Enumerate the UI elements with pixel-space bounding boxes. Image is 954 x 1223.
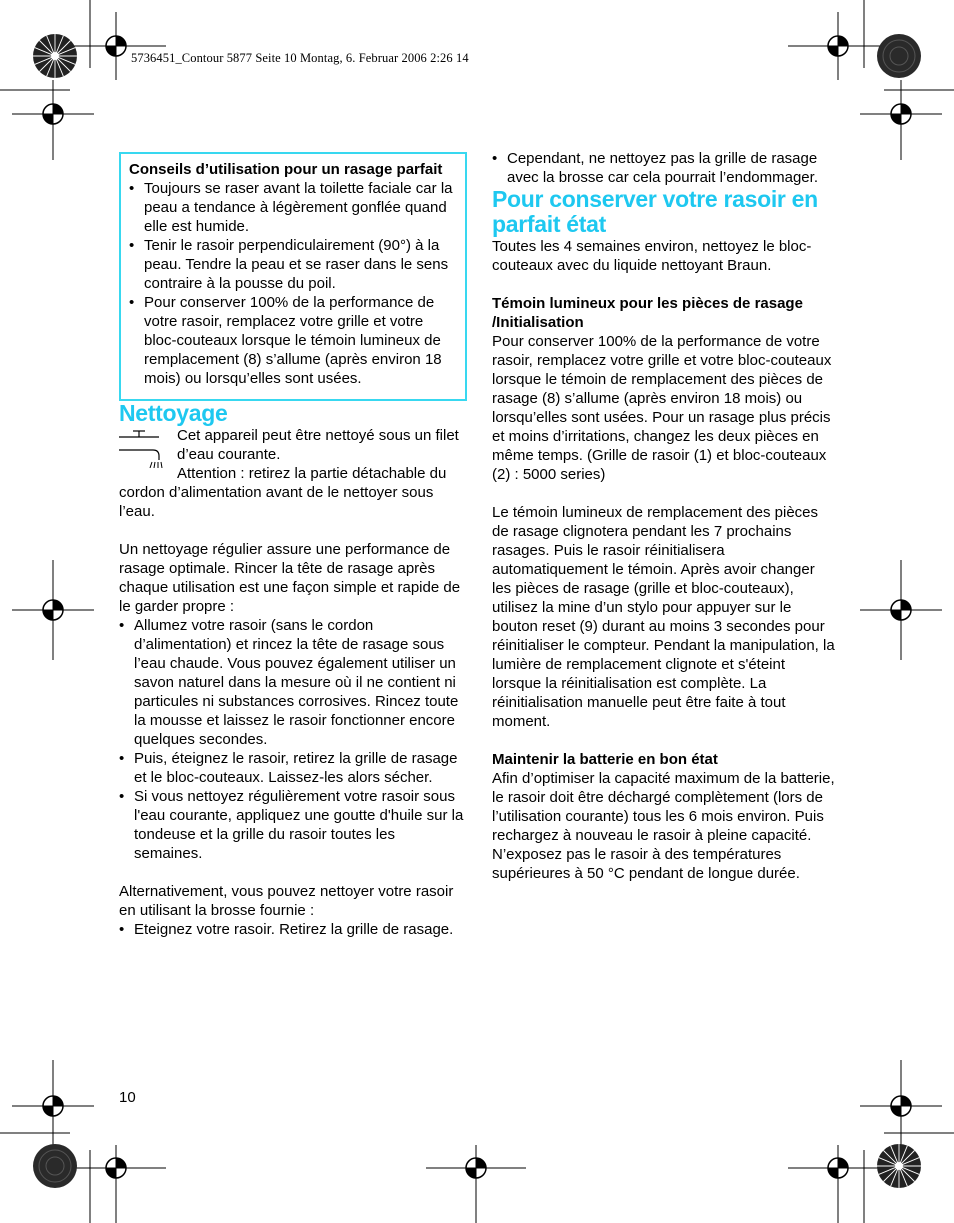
- tips-item: • Tenir le rasoir perpendiculairement (90°) à la peau. Tendre la peau et se raser dans le sens contraire à la pousse du poil.: [129, 236, 457, 293]
- right-column: [492, 149, 837, 883]
- page-number: 10: [119, 1089, 136, 1106]
- tips-title: Conseils d’utilisation pour un rasage parfait: [129, 161, 443, 178]
- tap-note: [119, 426, 467, 464]
- reset-text: Le témoin lumineux de remplacement des pièces de rasage clignotera pendant les 7 prochains rasages. Puis le rasoir réinitialisera automatiquement le témoin. Après avoir changer les pièces de rasage (grille et bloc-couteaux), utilisez la mine d’un stylo pour appuyer sur le bouton reset (9) durant au moins 3 secondes pour réinitialiser le compteur. Pendant la manipulation, la lumière de remplacement clignote et s'éteint lorsque la réinitialisation est complète. La réinitialisation manuelle peut être faite à tout moment.: [492, 504, 835, 730]
- cleaning-item: • Allumez votre rasoir (sans le cordon d’alimentation) et rincez la tête de rasage sous l’eau chaude. Vous pouvez également utiliser un savon naturel dans la mesure où il ne contient ni particules ni substances corrosives. Rincez toute la mousse et laissez le rasoir fonctionner encore quelques secondes.: [119, 616, 467, 749]
- tips-item: • Pour conserver 100% de la performance de votre rasoir, remplacez votre grille et votre bloc-couteaux lorsque le témoin lumineux de remplacement (8) s’allume (après environ 18 mois) ou lorsqu’elles sont usées.: [129, 293, 457, 388]
- faucet-icon: [119, 428, 163, 468]
- tips-item: • Toujours se raser avant la toilette faciale car la peau a tendance à légèrement gonflée quand elle est humide.: [129, 179, 457, 236]
- maintenance-heading: Pour conserver votre rasoir en parfait état: [492, 186, 818, 237]
- tips-box: [119, 152, 467, 401]
- cleaning-item: • Puis, éteignez le rasoir, retirez la grille de rasage et le bloc-couteaux. Laissez-les alors sécher.: [119, 749, 467, 787]
- continued-item: • Cependant, ne nettoyez pas la grille de rasage avec la brosse car cela pourrait l’endommager.: [492, 149, 837, 187]
- alt-intro: Alternativement, vous pouvez nettoyer votre rasoir en utilisant la brosse fournie :: [119, 883, 454, 919]
- battery-text: Afin d’optimiser la capacité maximum de la batterie, le rasoir doit être déchargé complètement (lors de l’utilisation courante) tous les 6 mois environ. Puis rechargez à nouveau le rasoir à pleine capacité. N’exposez pas le rasoir à des températures supérieures à 50 °C pendant de longue durée.: [492, 770, 835, 882]
- cleaning-item: • Si vous nettoyez régulièrement votre rasoir sous l'eau courante, appliquez une goutte d'huile sur la tondeuse et la grille du rasoir toutes les semaines.: [119, 787, 467, 863]
- tips-list: [129, 179, 457, 388]
- alt-item: • Eteignez votre rasoir. Retirez la grille de rasage.: [119, 920, 467, 939]
- print-header: 5736451_Contour 5877 Seite 10 Montag, 6. Februar 2006 2:26 14: [131, 51, 469, 65]
- maintenance-intro: Toutes les 4 semaines environ, nettoyez le bloc-couteaux avec du liquide nettoyant Braun.: [492, 238, 812, 274]
- left-column: [119, 152, 467, 939]
- tap-text: Cet appareil peut être nettoyé sous un filet d’eau courante.: [177, 427, 459, 463]
- alt-list: [119, 920, 467, 939]
- cleaning-heading: Nettoyage: [119, 400, 228, 426]
- cleaning-list: [119, 616, 467, 863]
- continued-list: [492, 149, 837, 187]
- tap-warning: Attention : retirez la partie détachable du cordon d’alimentation avant de le nettoyer sous l’eau.: [119, 465, 447, 520]
- indicator-title: Témoin lumineux pour les pièces de rasage /Initialisation: [492, 295, 803, 331]
- indicator-text: Pour conserver 100% de la performance de votre rasoir, remplacez votre grille et votre bloc-couteaux lorsque le témoin de remplacement des pièces de rasage (8) s’allume (après environ 18 mois) ou lorsqu’elles sont usées. Pour un rasage plus précis et moins d’irritations, changez les deux pièces en même temps. (Grille de rasoir (1) et bloc-couteaux (2) : 5000 series): [492, 333, 832, 483]
- battery-title: Maintenir la batterie en bon état: [492, 751, 718, 768]
- cleaning-intro: Un nettoyage régulier assure une performance de rasage optimale. Rincer la tête de rasage après chaque utilisation est une façon simple et rapide de le garder propre :: [119, 541, 461, 615]
